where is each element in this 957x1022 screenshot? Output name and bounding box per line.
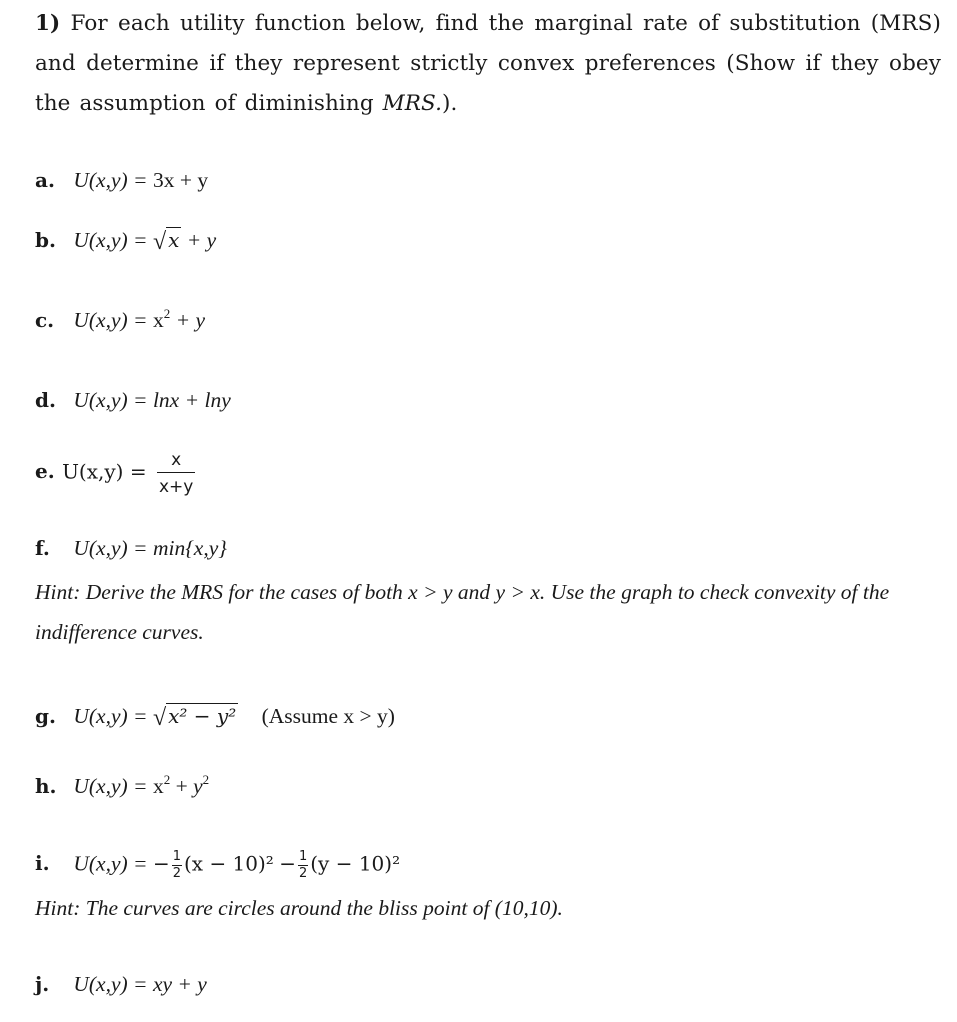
item-a-rhs: 3x + y: [152, 168, 209, 192]
item-b-rhs: + y: [181, 228, 217, 252]
item-i-frac1-num: 1: [172, 849, 181, 864]
question-mrs: MRS.: [382, 91, 443, 116]
item-f-rhs: min{x,y}: [152, 536, 227, 560]
item-b-sqrt: √ x: [152, 228, 180, 255]
item-d-rhs: lnx + lny: [152, 388, 231, 412]
item-c-rhs: + y: [170, 308, 206, 332]
item-h-base1: x: [152, 774, 164, 798]
item-b-radicand: x: [168, 228, 180, 252]
item-j: [35, 972, 207, 997]
item-h-lhs: U(x,y) =: [73, 774, 153, 798]
item-i-frac1-den: 2: [172, 866, 181, 881]
item-g-sqrt: √ x² − y²: [152, 704, 237, 731]
item-j-label: j.: [35, 972, 50, 996]
item-i-lhs: U(x,y) =: [73, 851, 153, 876]
item-j-lhs: U(x,y) =: [73, 972, 153, 996]
item-h-label: h.: [35, 774, 57, 798]
item-g-lhs: U(x,y) =: [73, 704, 153, 728]
item-j-rhs: xy + y: [152, 972, 207, 996]
item-g-note: (Assume x > y): [261, 704, 395, 728]
item-b-lhs: U(x,y) =: [73, 228, 153, 252]
question-intro: [35, 4, 941, 124]
item-e-numerator: x: [171, 450, 182, 470]
item-b: [35, 228, 216, 256]
hint-f: Hint: Derive the MRS for the cases of both x > y and y > x. Use the graph to check convexity of the indifference curves.: [35, 580, 890, 644]
item-d-label: d.: [35, 388, 56, 412]
item-a: [35, 168, 208, 193]
item-i-label: i.: [35, 851, 50, 876]
question-number: 1): [35, 11, 61, 36]
item-i-term1: (x − 10)²: [184, 851, 274, 876]
item-g-radicand: x² − y²: [168, 704, 237, 728]
item-b-label: b.: [35, 228, 56, 252]
item-e: [35, 450, 195, 497]
item-e-lhs: U(x,y) =: [62, 459, 153, 484]
item-i: [35, 850, 400, 881]
item-f-lhs: U(x,y) =: [73, 536, 153, 560]
item-h-base2: y: [193, 774, 203, 798]
question-end: ).: [442, 91, 458, 116]
item-c-lhs: U(x,y) =: [73, 308, 153, 332]
question-text: For each utility function below, find the marginal rate of substitution (MRS) and determine if they represent strictly convex preferences (Show if they obey the assumption of diminishing: [35, 11, 941, 116]
item-a-lhs: U(x,y) =: [73, 168, 153, 192]
item-i-frac2-den: 2: [298, 866, 308, 881]
item-i-sign1: −: [152, 851, 170, 876]
item-h-plus: +: [170, 774, 194, 798]
item-i-term2: (y − 10)²: [310, 851, 401, 876]
item-h-exp2: 2: [202, 772, 210, 787]
item-i-frac2: [298, 850, 308, 881]
item-g-label: g.: [35, 704, 56, 728]
item-f-label: f.: [35, 536, 50, 560]
item-e-denominator: x+y: [157, 472, 195, 497]
item-c: [35, 308, 205, 333]
item-e-label: e.: [35, 459, 55, 484]
item-i-sign2: −: [279, 851, 296, 876]
hint-i: Hint: The curves are circles around the bliss point of (10,10).: [35, 896, 563, 920]
item-d: [35, 388, 231, 413]
item-c-label: c.: [35, 308, 55, 332]
item-h-exp1: 2: [163, 772, 171, 787]
item-a-label: a.: [35, 168, 55, 192]
item-c-exp: 2: [163, 306, 171, 321]
item-h: [35, 774, 209, 799]
item-c-base: x: [152, 308, 164, 332]
item-i-frac2-num: 1: [298, 849, 308, 864]
item-i-frac1: [172, 850, 182, 881]
item-d-lhs: U(x,y) =: [73, 388, 153, 412]
item-g: [35, 704, 395, 732]
item-e-fraction: [157, 450, 195, 497]
item-f: [35, 536, 227, 561]
